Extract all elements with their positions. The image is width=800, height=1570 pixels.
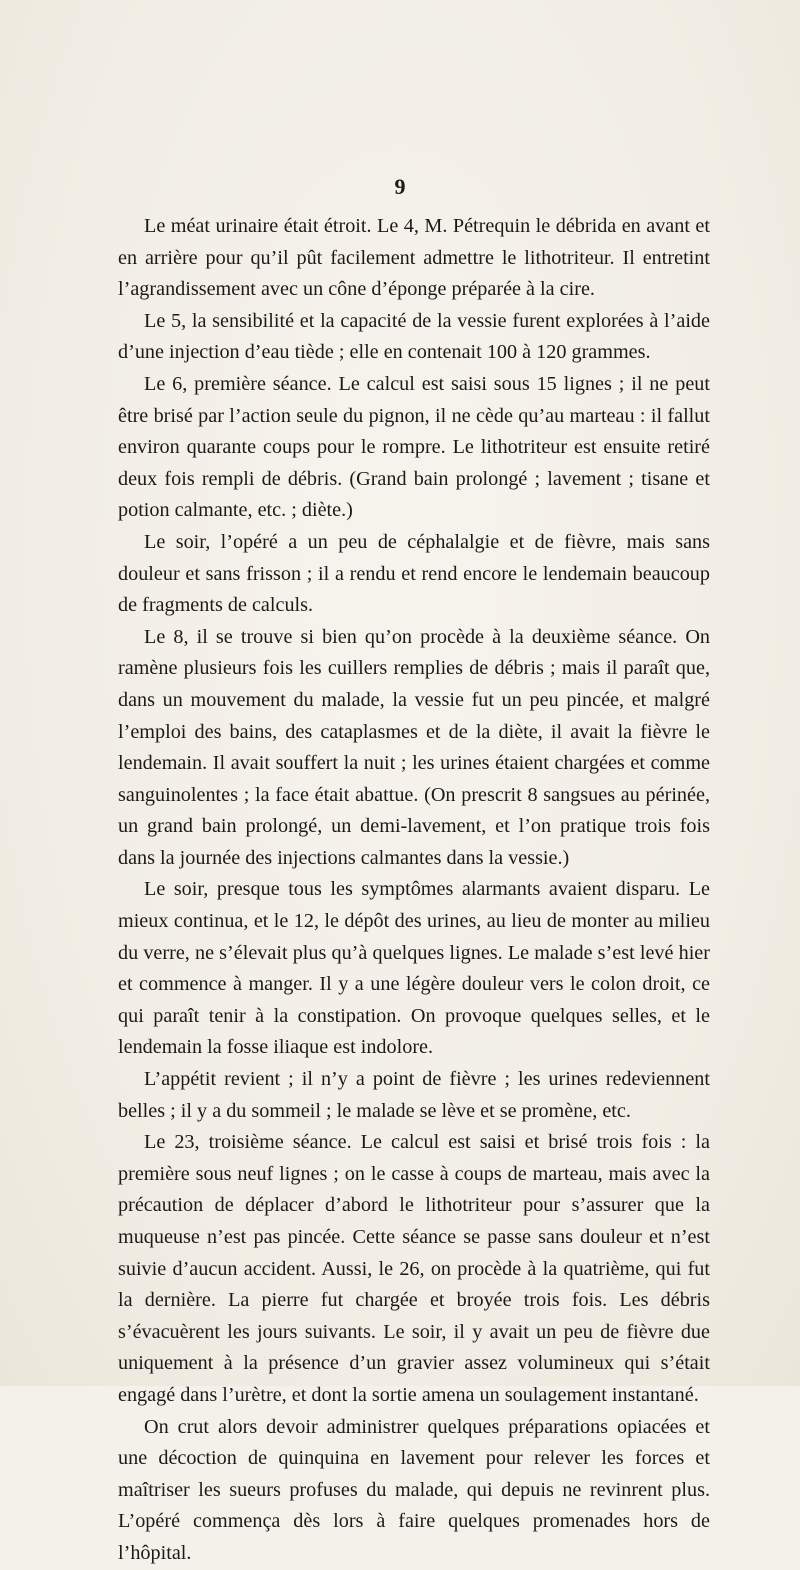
paragraph: Le soir, l’opéré a un peu de céphalalgie et de fièvre, mais sans douleur et sans frisson ; il a rendu et rend encore le lendemain beaucoup de fragments de calculs. — [118, 530, 710, 617]
paragraph: Le 6, première séance. Le calcul est saisi sous 15 lignes ; il ne peut être brisé par l’action seule du pignon, il ne cède qu’au marteau : il fallut environ quarante coups pour le rompre. Le lithotriteur est ensuite retiré deux fois rempli de débris. (Grand bain prolongé ; lavement ; tisane et potion calmante, etc. ; diète.) — [118, 372, 710, 522]
paragraph: On crut alors devoir administrer quelques préparations opiacées et une décoction de quinquina en lavement pour relever les forces et maîtriser les sueurs profuses du malade, qui depuis ne revinrent plus. L’opéré commença dès lors à faire quelques promenades hors de l’hôpital. — [118, 1415, 710, 1564]
paragraph: Le soir, presque tous les symptômes alarmants avaient disparu. Le mieux continua, et le 12, le dépôt des urines, au lieu de monter au milieu du verre, ne s’élevait plus qu’à quelques lignes. Le malade s’est levé hier et commence à manger. Il y a une légère douleur vers le colon droit, ce qui paraît tenir à la constipation. On provoque quelques selles, et le lendemain la fosse iliaque est indolore. — [118, 878, 710, 1059]
paragraph: Le 23, troisième séance. Le calcul est saisi et brisé trois fois : la première sous neuf lignes ; on le casse à coups de marteau, mais avec la précaution de déplacer d’abord le lithotriteur pour s’assurer que la muqueuse n’est pas pincée. Cette séance se passe sans douleur et n’est suivie d’aucun accident. Aussi, le 26, on procède à la quatrième, qui fut la dernière. La pierre fut chargée et broyée trois fois. Les débris s’évacuèrent les jours suivants. Le soir, il y avait un peu de fièvre due uniquement à la présence d’un gravier assez volumineux qui s’était engagé dans l’urètre, et dont la sortie amena un soulagement instantané. — [118, 1131, 710, 1406]
paragraph: Le méat urinaire était étroit. Le 4, M. Pétrequin le débrida en avant et en arrière pour qu’il pût facilement admettre le lithotriteur. Il entretint l’agrandissement avec un cône d’éponge préparée à la cire. — [118, 215, 710, 301]
body-text — [118, 211, 710, 1570]
page-number: 9 — [394, 174, 406, 199]
paragraph: L’appétit revient ; il n’y a point de fièvre ; les urines redeviennent belles ; il y a du sommeil ; le malade se lève et se promène, etc. — [118, 1068, 710, 1122]
paragraph: Le 5, la sensibilité et la capacité de la vessie furent explorées à l’aide d’une injection d’eau tiède ; elle en contenait 100 à 120 grammes. — [118, 309, 710, 364]
paragraph: Le 8, il se trouve si bien qu’on procède à la deuxième séance. On ramène plusieurs fois les cuillers remplies de débris ; mais il paraît que, dans un mouvement du malade, la vessie fut un peu pincée, et malgré l’emploi des bains, des cataplasmes et de la diète, il avait la fièvre le lendemain. Il avait souffert la nuit ; les urines étaient chargées et comme sanguinolentes ; la face était abattue. (On prescrit 8 sangsues au périnée, un grand bain prolongé, un demi-lavement, et l’on pratique trois fois dans la journée des injections calmantes dans la vessie.) — [118, 625, 710, 869]
